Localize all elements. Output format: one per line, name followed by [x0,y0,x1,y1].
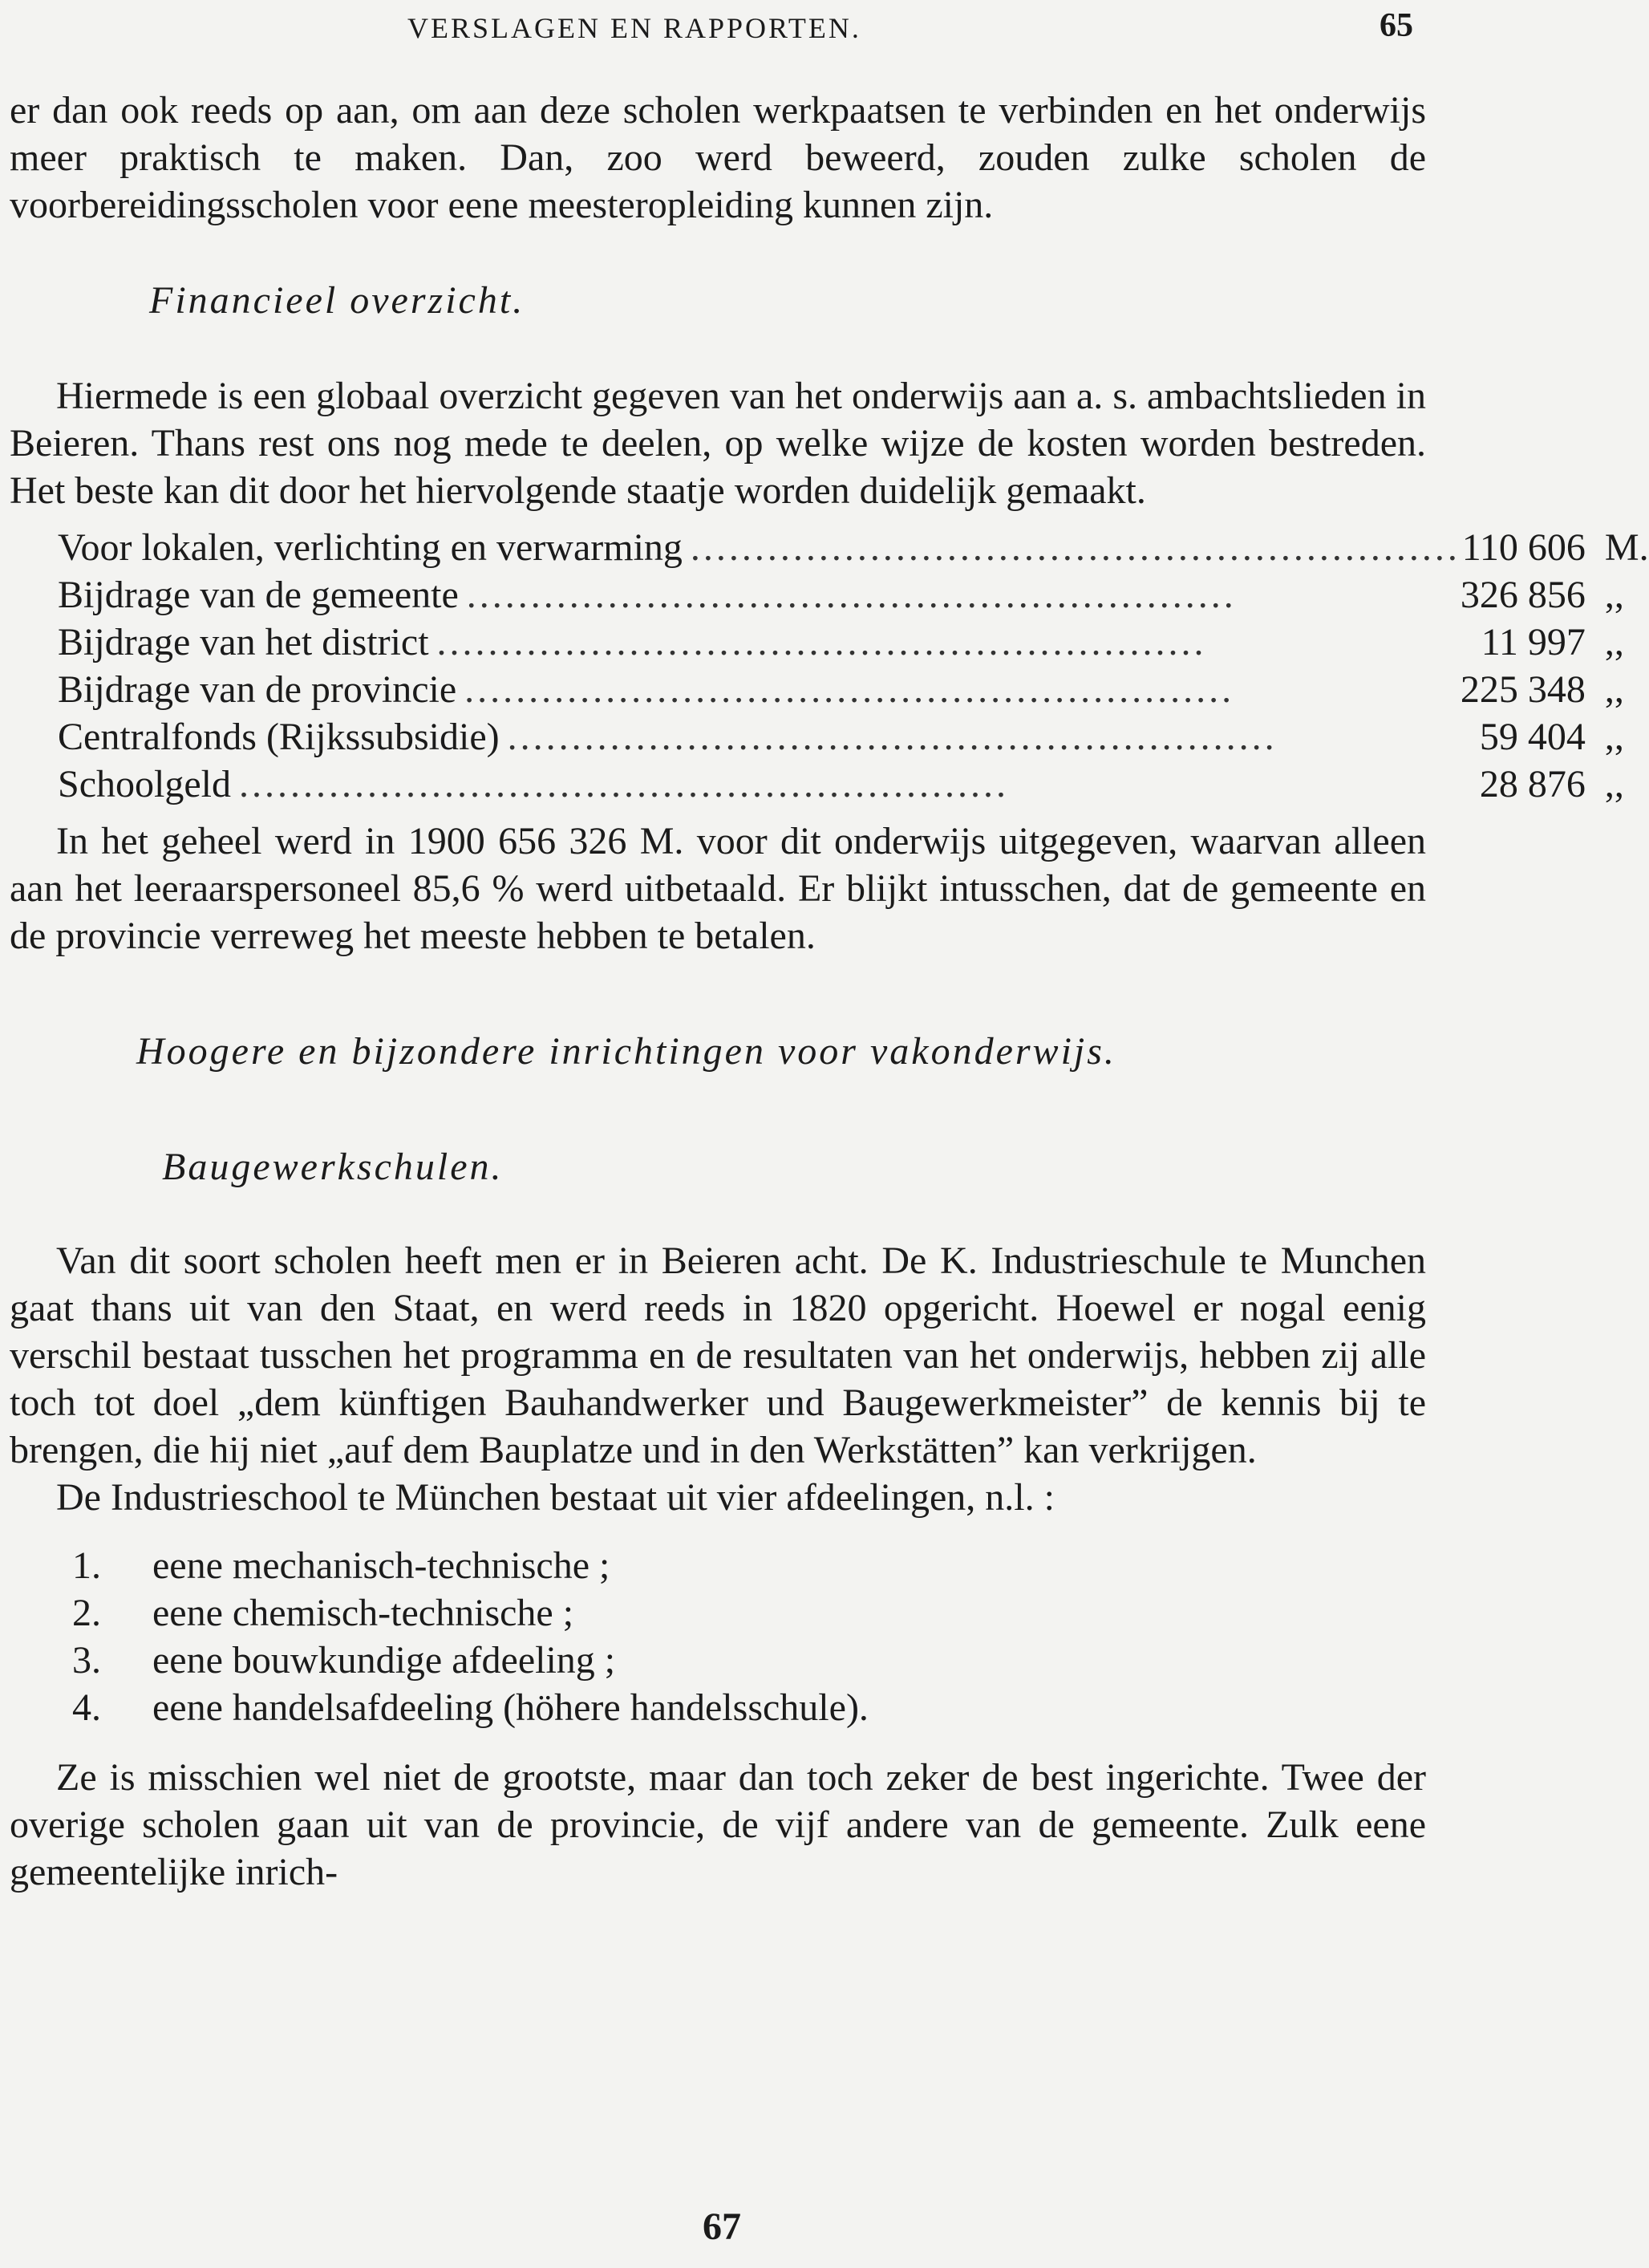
leader-dots: ............................................................ [690,526,1461,569]
paragraph-intro: er dan ook reeds op aan, om aan deze scholen werkpaatsen te verbinden en het onderwijs meer praktisch te maken. Dan, zoo werd beweerd, zouden zulke scholen de voorbereidingsscholen voor eene meesteropleiding kunnen zijn. [10,89,1426,226]
heading-hoogere-inrichtingen: Hoogere en bijzondere inrichtingen voor vakonderwijs. [136,1030,1116,1073]
list-number: 2. [72,1592,101,1634]
list-number: 3. [72,1639,101,1682]
row-amount: 326 856 [1460,574,1586,616]
list-item [10,1589,1426,1637]
paragraph-total: In het geheel werd in 1900 656 326 M. voor dit onderwijs uitgegeven, waarvan alleen aan het leeraarspersoneel 85,6 % werd uitbetaald. Er blijkt intusschen, dat de gemeente en de provincie verreweg het meeste hebben te betalen. [10,820,1426,957]
page-number-top: 65 [1380,7,1413,44]
row-unit: M. [1604,526,1649,569]
paragraph-overview: Hiermede is een globaal overzicht gegeven van het onderwijs aan a. s. ambachtslieden in Beieren. Thans rest ons nog mede te deelen, op welke wijze de kosten worden bestreden. Het beste kan dit door het hiervolgende staatje worden duidelijk gemaakt. [10,375,1426,512]
list-item [10,1542,1426,1589]
table-row [58,619,1649,666]
page-number-bottom: 67 [703,2205,741,2248]
list-text: eene bouwkundige afdeeling ; [152,1639,616,1682]
row-unit: ,, [1604,668,1624,711]
list-number: 4. [72,1686,101,1729]
list-item [10,1684,1426,1731]
row-label: Bijdrage van het district [58,621,437,663]
running-title: VERSLAGEN EN RAPPORTEN. [407,12,861,44]
row-label: Centralfonds (Rijkssubsidie) [58,716,508,758]
running-header [0,6,1444,55]
leader-dots: ............................................................ [464,668,1235,711]
row-amount: 110 606 [1461,526,1586,569]
row-amount: 11 997 [1481,621,1586,663]
heading-financieel-overzicht: Financieel overzicht. [149,279,525,322]
leader-dots: ............................................................ [507,716,1278,758]
list-text: eene chemisch-technische ; [152,1592,574,1634]
leader-dots: ............................................................ [238,763,1009,805]
row-unit: ,, [1604,763,1624,805]
table-row [58,666,1649,713]
leader-dots: ............................................................ [436,621,1207,663]
department-list [10,1542,1426,1731]
row-unit: ,, [1604,621,1624,663]
heading-baugewerkschulen: Baugewerkschulen. [162,1146,504,1188]
row-amount: 59 404 [1479,716,1586,758]
row-amount: 28 876 [1479,763,1586,805]
row-label: Bijdrage van de gemeente [58,574,467,616]
table-row [58,761,1649,808]
row-label: Schoolgeld [58,763,239,805]
list-text: eene handelsafdeeling (höhere handelsschule). [152,1686,869,1729]
list-text: eene mechanisch-technische ; [152,1544,610,1587]
finance-table [58,524,1649,808]
table-row [58,713,1649,761]
row-unit: ,, [1604,574,1624,616]
table-row [58,571,1649,619]
paragraph-afdeelingen: De Industrieschool te München bestaat uit vier afdeelingen, n.l. : [56,1476,1055,1519]
row-unit: ,, [1604,716,1624,758]
leader-dots: ............................................................ [466,574,1237,616]
paragraph-baugewerkschulen: Van dit soort scholen heeft men er in Beieren acht. De K. Industrieschule te Munchen gaat thans uit van den Staat, en werd reeds in 1820 opgericht. Hoewel er nogal eenig verschil bestaat tusschen het programma en de resultaten van het onderwijs, hebben zij alle toch tot doel „dem künftigen Bauhandwerker und Baugewerkmeister” de kennis bij te brengen, die hij niet „auf dem Bauplatze und in den Werkstätten” kan verkrijgen. [10,1239,1426,1471]
row-amount: 225 348 [1460,668,1586,711]
row-label: Voor lokalen, verlichting en verwarming [58,526,691,569]
paragraph-closing: Ze is misschien wel niet de grootste, maar dan toch zeker de best ingerichte. Twee der overige scholen gaan uit van de provincie, de vijf andere van de gemeente. Zulk eene gemeentelijke inrich- [10,1756,1426,1893]
table-row [58,524,1649,571]
list-number: 1. [72,1544,101,1587]
page-body [10,87,1649,1896]
list-item [10,1637,1426,1684]
row-label: Bijdrage van de provincie [58,668,464,711]
